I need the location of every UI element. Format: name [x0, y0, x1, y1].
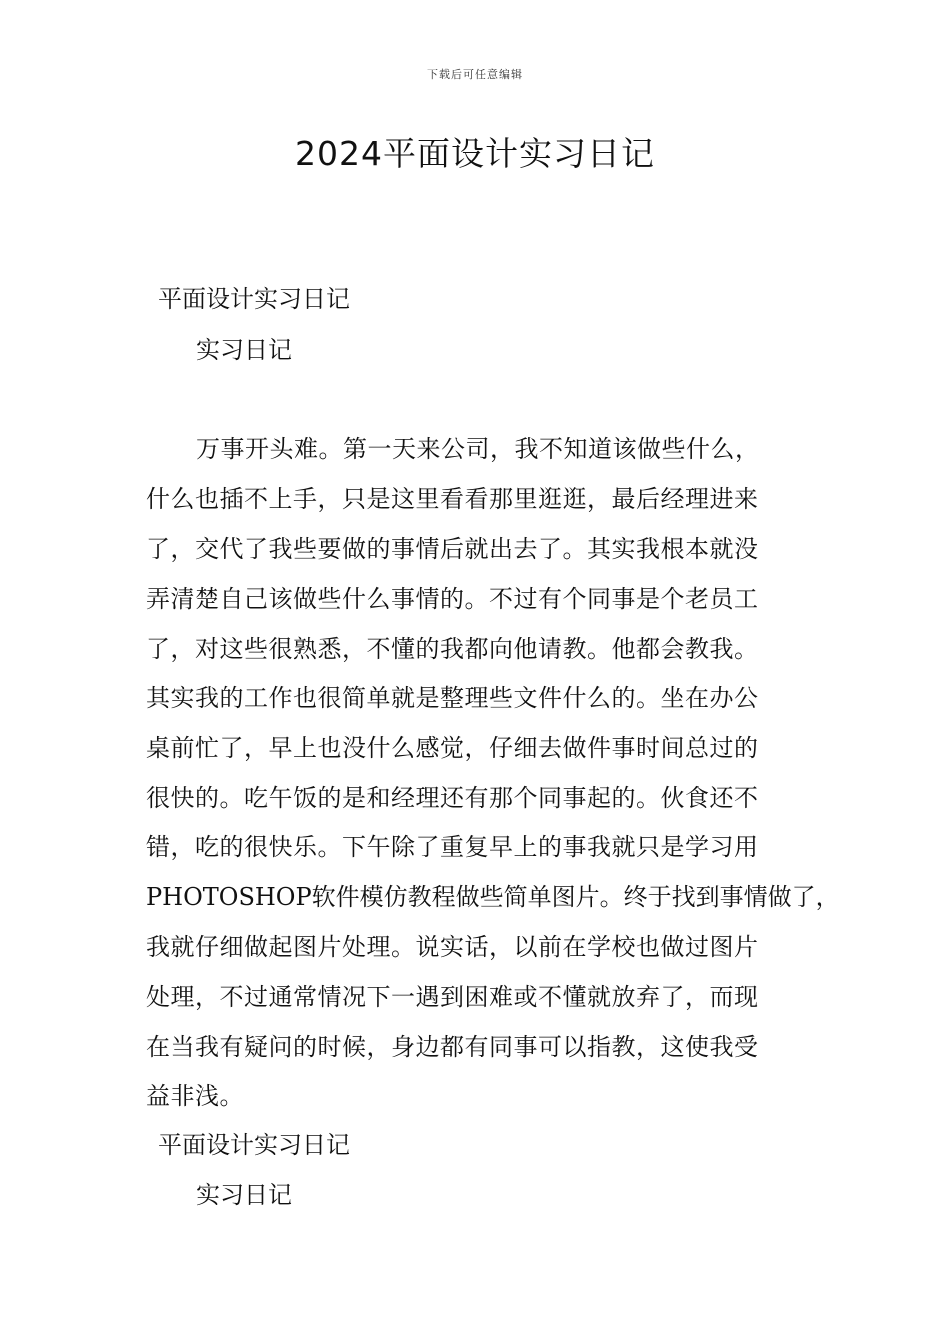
section-subheading: 实习日记 [196, 1181, 292, 1209]
paragraph-line: 弄清楚自己该做些什么事情的。不过有个同事是个老员工 [146, 585, 759, 613]
paragraph-line: 益非浅。 [146, 1082, 244, 1110]
section-heading: 平面设计实习日记 [158, 1131, 350, 1159]
paragraph-line: 其实我的工作也很简单就是整理些文件什么的。坐在办公 [146, 684, 759, 712]
paragraph-line: PHOTOSHOP软件模仿教程做些简单图片。终于找到事情做了， [146, 883, 840, 911]
paragraph-line: 错，吃的很快乐。下午除了重复早上的事我就只是学习用 [146, 833, 759, 861]
header-note: 下载后可任意编辑 [427, 68, 523, 81]
paragraph-line: 处理，不过通常情况下一遇到困难或不懂就放弃了，而现 [146, 983, 759, 1011]
document-title: 2024平面设计实习日记 [295, 134, 655, 173]
paragraph-line: 在当我有疑问的时候，身边都有同事可以指教，这使我受 [146, 1033, 759, 1061]
paragraph-line: 了，对这些很熟悉，不懂的我都向他请教。他都会教我。 [146, 635, 759, 663]
paragraph-line: 万事开头难。第一天来公司，我不知道该做些什么， [196, 435, 760, 463]
paragraph-line: 桌前忙了，早上也没什么感觉，仔细去做件事时间总过的 [146, 734, 759, 762]
section-heading: 平面设计实习日记 [158, 285, 350, 313]
paragraph-line: 很快的。吃午饭的是和经理还有那个同事起的。伙食还不 [146, 784, 759, 812]
section-subheading: 实习日记 [196, 336, 292, 364]
paragraph-line: 了，交代了我些要做的事情后就出去了。其实我根本就没 [146, 535, 759, 563]
paragraph-line: 我就仔细做起图片处理。说实话，以前在学校也做过图片 [146, 933, 759, 961]
paragraph-line: 什么也插不上手，只是这里看看那里逛逛，最后经理进来 [146, 485, 759, 513]
